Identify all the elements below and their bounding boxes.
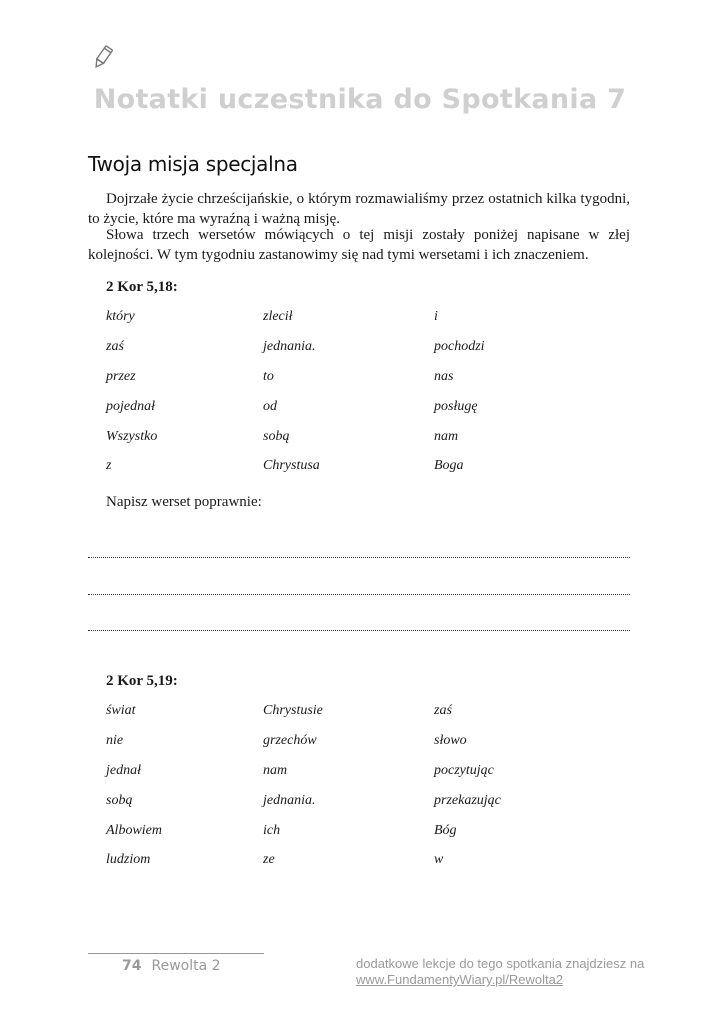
scrambled-word: ludziom (106, 852, 151, 867)
scrambled-word: przekazując (434, 793, 501, 808)
scrambled-word: zlecił (263, 309, 293, 324)
scrambled-word: w (434, 852, 444, 867)
scrambled-word: nam (434, 429, 459, 444)
verse-reference: 2 Kor 5,18: (106, 279, 178, 295)
verse-reference: 2 Kor 5,19: (106, 673, 178, 689)
scrambled-word: ich (263, 823, 281, 838)
scrambled-word: Chrystusie (263, 703, 323, 718)
footer-note (356, 956, 644, 988)
answer-line[interactable] (88, 594, 630, 595)
scrambled-word: zaś (106, 339, 124, 354)
scrambled-word: który (106, 309, 135, 324)
answer-line[interactable] (88, 557, 630, 558)
book-title: Rewolta 2 (151, 958, 221, 974)
page-number: 74 (122, 958, 142, 974)
scrambled-word: pochodzi (434, 339, 485, 354)
footer-link[interactable]: www.FundamentyWiary.pl/Rewolta2 (356, 972, 564, 987)
scrambled-word: od (263, 399, 277, 414)
scrambled-word: słowo (434, 733, 467, 748)
section-heading: Twoja misja specjalna (88, 152, 298, 176)
pencil-icon (90, 44, 116, 70)
scrambled-word: nas (434, 369, 454, 384)
answer-line[interactable] (88, 630, 630, 631)
scrambled-word: pojednał (106, 399, 155, 414)
scrambled-word: ze (263, 852, 275, 867)
scrambled-word: jednał (106, 763, 141, 778)
scrambled-word: z (106, 458, 112, 473)
intro-paragraph: Dojrzałe życie chrześcijańskie, o którym rozmawialiśmy przez ostatnich kilka tygodni, to życie, które ma wyraźną i ważną misję. (88, 191, 630, 227)
scrambled-word: nie (106, 733, 124, 748)
scrambled-word: zaś (434, 703, 452, 718)
scrambled-word: Albowiem (106, 823, 162, 838)
scrambled-word: Chrystusa (263, 458, 320, 473)
scrambled-word: poczytując (434, 763, 494, 778)
scrambled-word: grzechów (263, 733, 317, 748)
intro-paragraph-2: Słowa trzech wersetów mówiących o tej misji zostały poniżej napisane w złej kolejności. W tym tygodniu zastanowimy się nad tymi wersetami i ich znaczeniem. (88, 227, 630, 263)
scrambled-word: przez (106, 369, 136, 384)
scrambled-word: świat (106, 703, 136, 718)
instruction-text: Napisz werset poprawnie: (106, 494, 262, 510)
scrambled-word: to (263, 369, 274, 384)
footer-note-text: dodatkowe lekcje do tego spotkania znajdziesz na (356, 956, 645, 971)
page-title: Notatki uczestnika do Spotkania 7 (93, 84, 627, 115)
scrambled-word: Boga (434, 458, 464, 473)
scrambled-word: i (434, 309, 438, 324)
scrambled-word: sobą (106, 793, 133, 808)
scrambled-word: nam (263, 763, 288, 778)
scrambled-word: sobą (263, 429, 290, 444)
scrambled-word: jednania. (263, 339, 316, 354)
scrambled-word: posługę (434, 399, 478, 414)
footer-divider (88, 953, 264, 954)
footer-page-info (122, 958, 221, 974)
scrambled-word: Wszystko (106, 429, 158, 444)
scrambled-word: Bóg (434, 823, 457, 838)
scrambled-word: jednania. (263, 793, 316, 808)
